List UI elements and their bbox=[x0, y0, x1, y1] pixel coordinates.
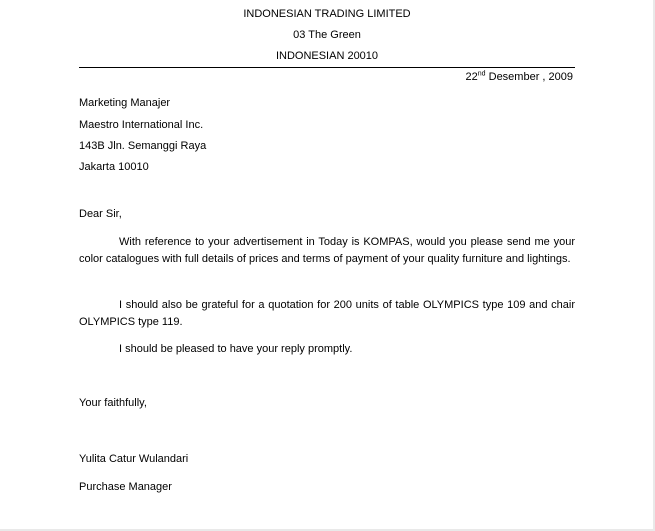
signature-position: Purchase Manager bbox=[79, 481, 172, 493]
body-paragraph-3: I should be pleased to have your reply promptly. bbox=[119, 343, 353, 355]
recipient-street: 143B Jln. Semanggi Raya bbox=[79, 140, 207, 152]
letter-date bbox=[466, 71, 573, 83]
recipient-title: Marketing Manajer bbox=[79, 97, 171, 109]
body-paragraph-2: I should also be grateful for a quotation for 200 units of table OLYMPICS type 109 and chair OLYMPICS type 119. bbox=[79, 299, 575, 328]
date-rest: Desember , 2009 bbox=[485, 71, 573, 83]
closing: Your faithfully, bbox=[79, 397, 147, 409]
recipient-city: Jakarta 10010 bbox=[79, 161, 149, 173]
date-day: 22 bbox=[465, 71, 478, 83]
salutation: Dear Sir, bbox=[79, 208, 122, 220]
body-paragraph-1: With reference to your advertisement in Today is KOMPAS, would you please send me your color catalogues with full details of prices and terms of payment of your quality furniture and lightings. bbox=[79, 236, 575, 265]
signature-name: Yulita Catur Wulandari bbox=[79, 453, 189, 465]
recipient-company: Maestro International Inc. bbox=[79, 119, 204, 131]
letterhead-divider bbox=[79, 67, 575, 68]
company-street: 03 The Green bbox=[293, 29, 361, 41]
company-city: INDONESIAN 20010 bbox=[275, 50, 379, 62]
date-suffix: nd bbox=[477, 70, 486, 78]
company-name: INDONESIAN TRADING LIMITED bbox=[243, 8, 411, 20]
